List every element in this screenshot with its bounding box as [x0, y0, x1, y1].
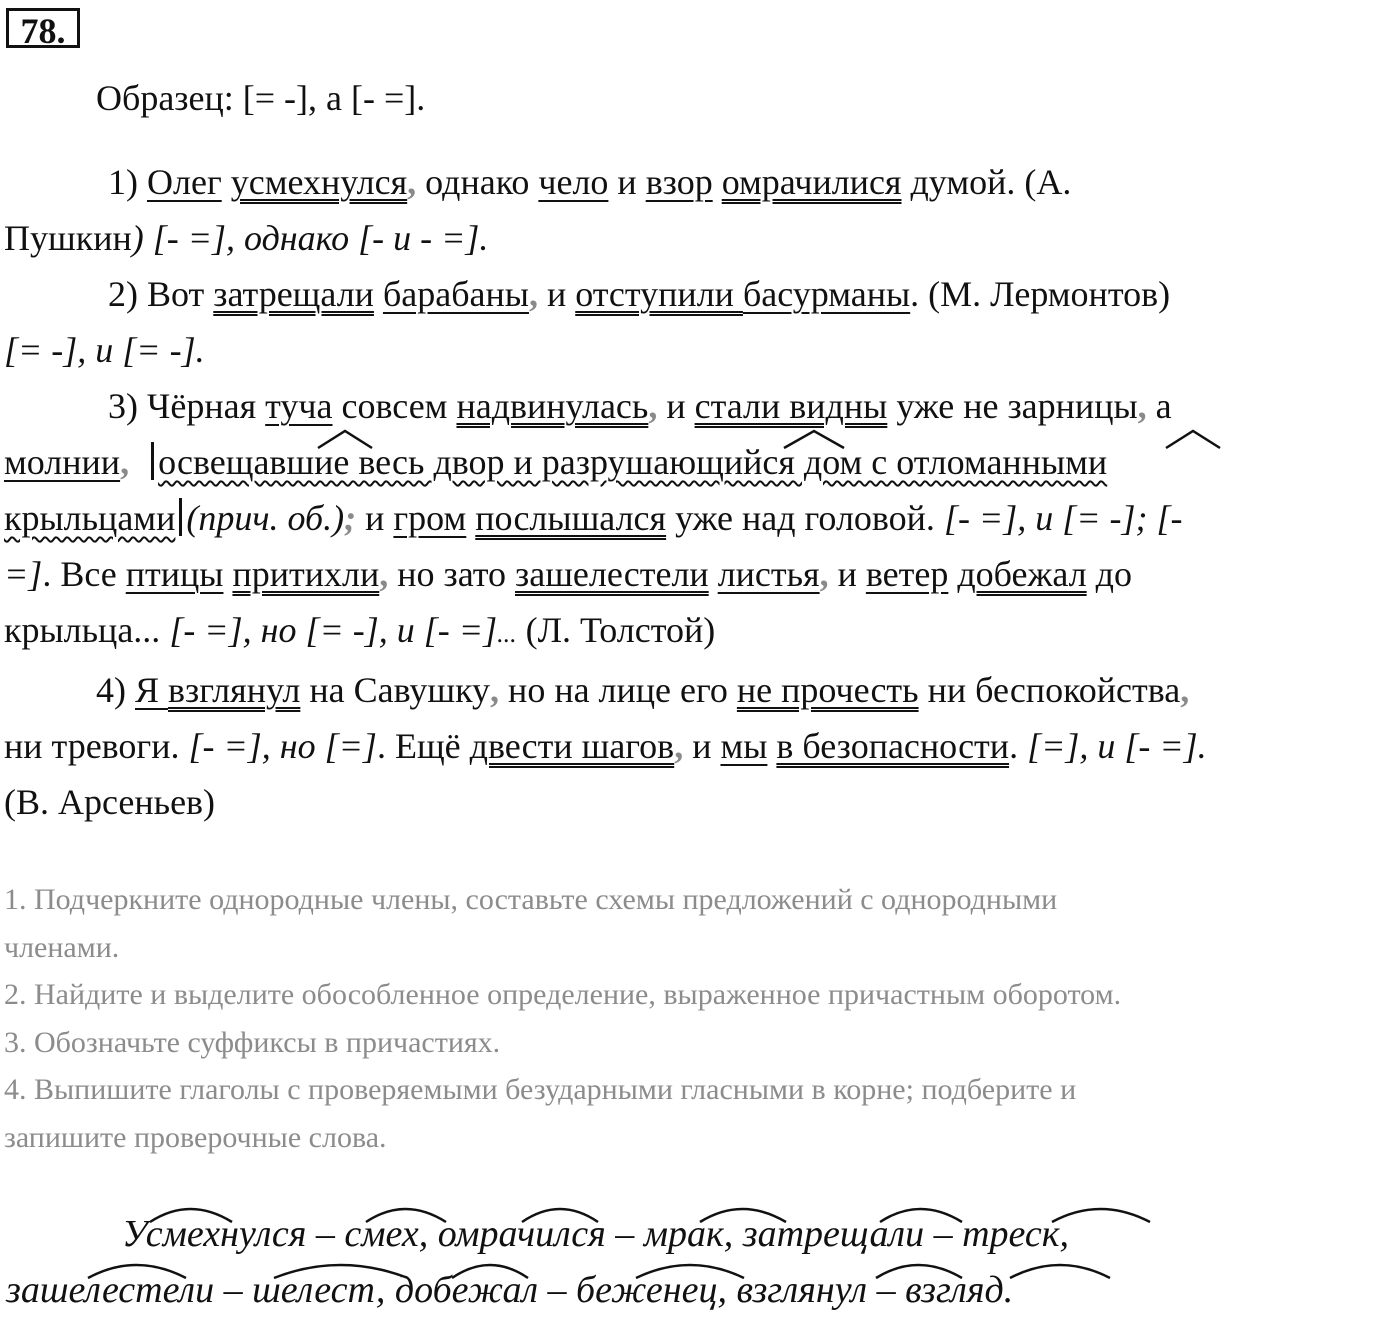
task-3: 3. Обозначьте суффиксы в причастиях. [4, 1025, 501, 1059]
sentence-3-line-1 [4, 378, 1396, 434]
exercise-text [4, 70, 1396, 830]
participle-boundary-bar [151, 442, 154, 480]
predicate: отступили [575, 274, 743, 314]
predicate: добежал [957, 554, 1087, 594]
sentence-scheme: ) [- =], однако [- и - =]. [131, 218, 489, 258]
ellipsis-mark: ... [497, 619, 517, 648]
text-fragment: а [1146, 386, 1172, 426]
comma-mark: , [1180, 670, 1190, 710]
answer-line-1: Усмехнулся – смех, омрачился – мрак, затрещали – треск, [122, 1213, 1070, 1255]
exercise-number: 78. [6, 8, 80, 48]
text-fragment: и [537, 274, 576, 314]
sentence-number: 3) Чёрная [108, 386, 266, 426]
text-fragment: и [657, 386, 695, 426]
sentence-3-line-4 [4, 546, 1396, 602]
predicate: надвинулась [456, 386, 649, 426]
text-fragment: и [683, 726, 721, 766]
text-fragment: до [1086, 554, 1132, 594]
sentence-1-line-2 [4, 210, 1396, 266]
text-fragment: думой. (А. [901, 162, 1072, 202]
subject: молнии [4, 442, 121, 482]
comma-mark: , [674, 726, 684, 766]
sentence-number: 2) Вот [108, 274, 214, 314]
predicate: стали видны [694, 386, 888, 426]
text-fragment: но на лице его [499, 670, 737, 710]
subject: ветер [865, 554, 949, 594]
sentence-3-line-5 [4, 602, 1396, 662]
sentence-2-scheme: [= -], и [= -]. [4, 330, 205, 370]
subject: туча [265, 386, 333, 426]
subject: листья [717, 554, 820, 594]
task-1-line-2: членами. [4, 930, 120, 964]
subject: чело [538, 162, 609, 202]
participle-note: (прич. об.) [186, 498, 345, 538]
text-fragment: . Ещё [376, 726, 470, 766]
sample-line: Образец: [= -], а [- =]. [96, 78, 426, 118]
subject: Олег [147, 162, 222, 202]
sentence-scheme: [=], и [- =]. [1027, 726, 1207, 766]
participial-phrase: крыльцами [4, 498, 176, 538]
text-fragment: ни тревоги. [4, 726, 189, 766]
text-fragment: . Все [42, 554, 126, 594]
text-fragment: ни беспокойства [918, 670, 1181, 710]
text-fragment: крыльца... [4, 610, 170, 650]
comma-mark: , [407, 162, 417, 202]
participial-phrase: освещавшие весь двор и разрушающийся дом с отломанными [158, 442, 1108, 482]
answer-block [0, 1206, 1400, 1318]
sentence-scheme: [- =], и [= -]; [- [943, 498, 1183, 538]
predicate: омрачилися [721, 162, 902, 202]
task-1-line-1: 1. Подчеркните однородные члены, составьте схемы предложений с однородными [4, 883, 1058, 916]
predicate: взглянул [168, 670, 301, 710]
comma-mark: , [819, 554, 829, 594]
task-4-line-1: 4. Выпишите глаголы с проверяемыми безударными гласными в корне; подберите и [4, 1073, 1077, 1106]
answer-line-2: зашелестели – шелест, добежал – беженец, взглянул – взгляд. [6, 1269, 1014, 1311]
text-fragment: но зато [388, 554, 516, 594]
text-fragment: и [608, 162, 646, 202]
predicate: притихли [232, 554, 380, 594]
text-fragment: совсем [332, 386, 457, 426]
task-4-line-2: запишите проверочные слова. [4, 1120, 387, 1154]
text-fragment: уже не зарницы [887, 386, 1138, 426]
comma-mark: , [379, 554, 389, 594]
subject: гром [393, 498, 467, 538]
predicate: затрещали [213, 274, 374, 314]
text-fragment: на Савушку [300, 670, 491, 710]
sentence-2-line-1 [4, 266, 1396, 322]
text-fragment: и [828, 554, 866, 594]
sentence-number: 4) [96, 670, 135, 710]
author-name: Пушкин [4, 218, 132, 258]
sentence-3-line-2 [4, 434, 1396, 490]
text-fragment: . (М. Лермонтов) [910, 274, 1171, 314]
predicate: послышался [475, 498, 667, 538]
comma-mark: , [1137, 386, 1147, 426]
subject: барабаны [382, 274, 529, 314]
subject: мы [720, 726, 768, 766]
comma-mark: , [490, 670, 500, 710]
text-fragment: и [356, 498, 394, 538]
predicate: не прочесть [736, 670, 919, 710]
sentence-3-line-3 [4, 490, 1396, 546]
subject: Я [135, 670, 169, 710]
sentence-1-line-1 [4, 154, 1396, 210]
predicate: зашелестели [515, 554, 709, 594]
comma-mark: , [120, 442, 130, 482]
predicate: усмехнулся [230, 162, 408, 202]
sentence-4-line-1 [4, 662, 1396, 718]
predicate: двести шагов [469, 726, 675, 766]
text-fragment: однако [416, 162, 539, 202]
text-fragment: уже над головой. [666, 498, 944, 538]
text-fragment: . [1009, 726, 1028, 766]
comma-mark: , [528, 274, 538, 314]
task-list [4, 876, 1396, 1161]
sentence-4-line-2 [4, 718, 1396, 774]
sentence-4-author: (В. Арсеньев) [4, 782, 216, 822]
sentence-scheme: =] [4, 554, 43, 594]
subject: взор [645, 162, 713, 202]
semicolon-mark: ; [344, 498, 357, 538]
subject: басурманы [742, 274, 911, 314]
author-name: (Л. Толстой) [516, 610, 716, 650]
task-2: 2. Найдите и выделите обособленное определение, выраженное причастным оборотом. [4, 978, 1122, 1011]
predicate: в безопасности [776, 726, 1010, 766]
subject: птицы [125, 554, 224, 594]
sentence-scheme: [- =], но [= -], и [- =] [169, 610, 498, 650]
comma-mark: , [648, 386, 658, 426]
sentence-scheme: [- =], но [=] [188, 726, 377, 766]
participle-boundary-bar [179, 498, 182, 536]
sentence-number: 1) [108, 162, 147, 202]
